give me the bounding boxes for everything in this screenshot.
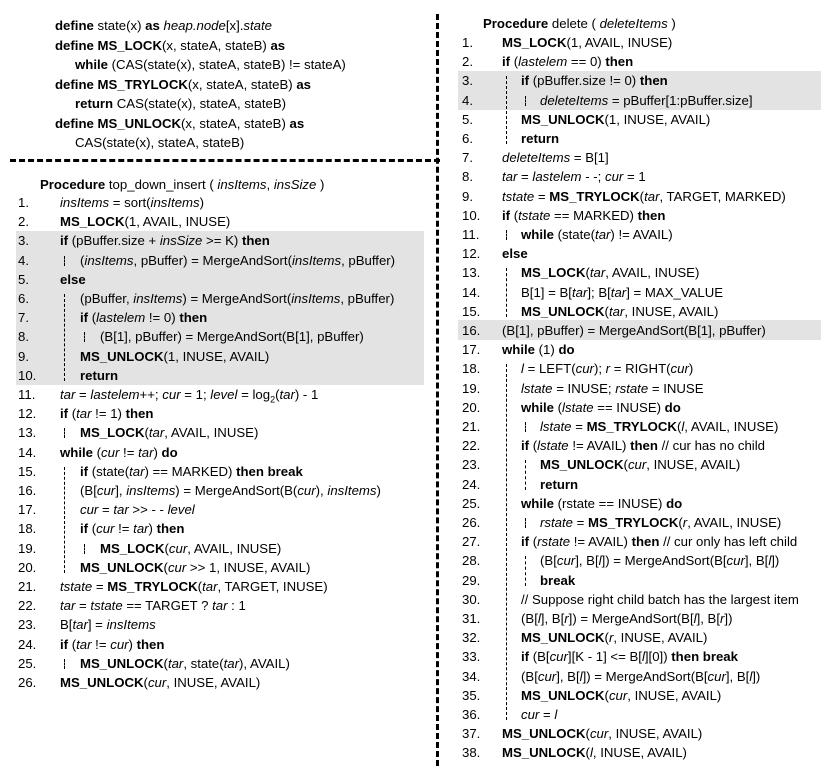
code-line: lstate = INUSE; rstate = INUSE bbox=[521, 380, 704, 396]
line-number: 3. bbox=[462, 73, 473, 89]
line-number: 25. bbox=[18, 655, 37, 671]
indent-guide bbox=[525, 460, 526, 489]
code-line: else bbox=[502, 246, 528, 262]
code-line: if (tstate == MARKED) then bbox=[502, 207, 666, 223]
code-line: if (lastelem != 0) then bbox=[80, 310, 208, 326]
line-number: 25. bbox=[462, 495, 481, 511]
line-number: 14. bbox=[18, 444, 37, 460]
code-line: while (1) do bbox=[502, 342, 575, 358]
code-line: MS_UNLOCK(cur, INUSE, AVAIL) bbox=[540, 457, 741, 473]
line-number: 23. bbox=[462, 457, 481, 473]
code-line: if (state(tar) == MARKED) then break bbox=[80, 463, 303, 479]
code-line: MS_UNLOCK(cur >> 1, INUSE, AVAIL) bbox=[80, 559, 311, 575]
indent-guide bbox=[64, 467, 65, 573]
line-number: 31. bbox=[462, 611, 481, 626]
indent-guide bbox=[506, 76, 507, 144]
code-line: l = LEFT(cur); r = RIGHT(cur) bbox=[521, 361, 694, 377]
line-number: 26. bbox=[462, 515, 481, 530]
code-line: if (rstate != AVAIL) then // cur only has left child bbox=[521, 534, 798, 550]
line-number: 12. bbox=[462, 246, 481, 262]
code-line: MS_UNLOCK(r, INUSE, AVAIL) bbox=[521, 630, 708, 646]
line-number: 5. bbox=[462, 111, 473, 127]
line-number: 8. bbox=[462, 169, 473, 185]
code-line: while (rstate == INUSE) do bbox=[521, 495, 683, 511]
definition-line: define MS_LOCK(x, stateA, stateB) as bbox=[55, 37, 286, 53]
line-number: 38. bbox=[462, 745, 481, 761]
line-number: 6. bbox=[462, 131, 473, 146]
code-line: return bbox=[540, 476, 579, 492]
code-line: (B[cur], B[l]) = MergeAndSort(B[cur], B[l]) bbox=[521, 668, 761, 684]
code-line: MS_LOCK(1, AVAIL, INUSE) bbox=[502, 35, 673, 50]
line-number: 18. bbox=[18, 521, 37, 537]
definition-line: define MS_UNLOCK(x, stateA, stateB) as bbox=[55, 115, 305, 131]
line-number: 16. bbox=[462, 323, 481, 338]
line-number: 11. bbox=[18, 387, 36, 402]
code-line: MS_UNLOCK(1, INUSE, AVAIL) bbox=[80, 348, 270, 364]
indent-guide bbox=[84, 544, 85, 554]
code-line: while (lstate == INUSE) do bbox=[521, 399, 681, 415]
code-line: tstate = MS_TRYLOCK(tar, TARGET, INUSE) bbox=[60, 579, 328, 594]
indent-guide bbox=[64, 256, 65, 266]
indent-guide bbox=[506, 268, 507, 316]
line-number: 20. bbox=[462, 399, 481, 415]
line-number: 37. bbox=[462, 726, 481, 742]
line-number: 10. bbox=[462, 207, 481, 223]
line-number: 13. bbox=[462, 265, 481, 281]
line-number: 29. bbox=[462, 572, 481, 588]
definition-line: return CAS(state(x), stateA, stateB) bbox=[75, 96, 287, 111]
line-number: 2. bbox=[18, 214, 29, 230]
indent-guide bbox=[525, 96, 526, 106]
line-number: 9. bbox=[18, 348, 29, 364]
line-number: 2. bbox=[462, 54, 473, 70]
indent-guide bbox=[84, 332, 85, 342]
line-number: 22. bbox=[18, 598, 37, 614]
code-line: (insItems, pBuffer) = MergeAndSort(insItems, pBuffer) bbox=[80, 252, 396, 268]
line-number: 24. bbox=[462, 476, 481, 492]
line-number: 1. bbox=[18, 195, 29, 210]
line-number: 20. bbox=[18, 559, 37, 575]
indent-guide bbox=[506, 230, 507, 240]
code-line: insItems = sort(insItems) bbox=[60, 195, 205, 210]
procedure-title: Procedure top_down_insert ( insItems, insSize ) bbox=[40, 177, 325, 192]
line-number: 8. bbox=[18, 329, 29, 345]
indent-guide bbox=[64, 294, 65, 381]
line-number: 6. bbox=[18, 291, 29, 306]
code-line: B[tar] = insItems bbox=[60, 617, 156, 633]
line-number: 23. bbox=[18, 617, 37, 633]
indent-guide bbox=[525, 556, 526, 585]
code-line: tar = lastelem++; cur = 1; level = $\log_2(tar) - 1$ bbox=[60, 387, 319, 405]
procedure-title: Procedure delete ( deleteItems ) bbox=[483, 16, 676, 31]
line-number: 14. bbox=[462, 284, 481, 300]
definition-line: define state(x) as heap.node[x].state bbox=[55, 18, 273, 33]
line-number: 16. bbox=[18, 483, 37, 498]
vertical-divider bbox=[436, 14, 439, 766]
code-line: if (lastelem == 0) then bbox=[502, 54, 634, 70]
line-number: 18. bbox=[462, 361, 481, 377]
line-number: 26. bbox=[18, 675, 37, 690]
line-number: 3. bbox=[18, 233, 29, 249]
code-line: cur = tar >> - - level bbox=[80, 502, 195, 518]
line-number: 30. bbox=[462, 591, 481, 607]
line-number: 22. bbox=[462, 438, 481, 454]
line-number: 13. bbox=[18, 425, 37, 441]
line-number: 5. bbox=[18, 271, 29, 287]
code-line: cur = l bbox=[521, 707, 558, 722]
code-line: tar = tstate == TARGET ? tar : 1 bbox=[60, 598, 246, 614]
code-line: else bbox=[60, 271, 86, 287]
line-number: 4. bbox=[18, 252, 29, 268]
code-line: deleteItems = B[1] bbox=[502, 150, 609, 166]
code-line: MS_LOCK(cur, AVAIL, INUSE) bbox=[100, 540, 282, 556]
code-line: return bbox=[521, 131, 560, 146]
line-number: 35. bbox=[462, 687, 481, 703]
line-number: 28. bbox=[462, 553, 481, 569]
code-line: deleteItems = pBuffer[1:pBuffer.size] bbox=[540, 92, 753, 108]
line-number: 10. bbox=[18, 367, 37, 383]
horizontal-divider bbox=[10, 159, 440, 162]
code-line: MS_UNLOCK(tar, state(tar), AVAIL) bbox=[80, 655, 290, 671]
code-line: (B[1], pBuffer) = MergeAndSort(B[1], pBuffer) bbox=[502, 323, 766, 338]
line-number: 27. bbox=[462, 534, 481, 550]
code-line: MS_UNLOCK(cur, INUSE, AVAIL) bbox=[60, 675, 261, 690]
code-line: return bbox=[80, 367, 119, 383]
line-number: 33. bbox=[462, 649, 481, 665]
code-line: MS_UNLOCK(1, INUSE, AVAIL) bbox=[521, 111, 711, 127]
line-number: 7. bbox=[462, 150, 473, 166]
code-line: (B[cur], insItems) = MergeAndSort(B(cur), insItems) bbox=[80, 483, 381, 498]
code-line: tstate = MS_TRYLOCK(tar, TARGET, MARKED) bbox=[502, 188, 786, 204]
code-line: if (pBuffer.size + insSize >= K) then bbox=[60, 233, 270, 249]
code-line: MS_LOCK(tar, AVAIL, INUSE) bbox=[521, 265, 700, 281]
line-number: 36. bbox=[462, 707, 481, 722]
code-line: if (pBuffer.size != 0) then bbox=[521, 73, 668, 89]
line-number: 4. bbox=[462, 92, 473, 108]
line-number: 19. bbox=[462, 380, 481, 396]
code-line: if (B[cur][K - 1] <= B[l][0]) then break bbox=[521, 649, 738, 665]
line-number: 12. bbox=[18, 406, 37, 422]
definition-line: CAS(state(x), stateA, stateB) bbox=[75, 135, 245, 150]
indent-guide bbox=[525, 518, 526, 528]
code-line: break bbox=[540, 572, 576, 588]
line-number: 21. bbox=[462, 419, 481, 434]
indent-guide bbox=[506, 364, 507, 720]
code-line: if (tar != cur) then bbox=[60, 636, 165, 652]
code-line: if (tar != 1) then bbox=[60, 406, 154, 422]
code-line: MS_LOCK(1, AVAIL, INUSE) bbox=[60, 214, 231, 230]
code-line: MS_UNLOCK(cur, INUSE, AVAIL) bbox=[502, 726, 703, 742]
indent-guide bbox=[64, 428, 65, 438]
code-line: lstate = MS_TRYLOCK(l, AVAIL, INUSE) bbox=[540, 419, 779, 434]
code-line: if (cur != tar) then bbox=[80, 521, 185, 537]
code-line: tar = lastelem - -; cur = 1 bbox=[502, 169, 646, 185]
line-number: 32. bbox=[462, 630, 481, 646]
line-number: 11. bbox=[462, 227, 480, 242]
line-number: 17. bbox=[18, 502, 37, 518]
line-number: 7. bbox=[18, 310, 29, 326]
code-line: (B[1], pBuffer) = MergeAndSort(B[1], pBuffer) bbox=[100, 329, 364, 345]
line-number: 17. bbox=[462, 342, 481, 358]
code-line: MS_LOCK(tar, AVAIL, INUSE) bbox=[80, 425, 259, 441]
definition-line: define MS_TRYLOCK(x, stateA, stateB) as bbox=[55, 76, 312, 92]
code-line: (B[l], B[r]) = MergeAndSort(B[l], B[r]) bbox=[521, 611, 733, 626]
code-line: (pBuffer, insItems) = MergeAndSort(insItems, pBuffer) bbox=[80, 291, 395, 306]
line-number: 21. bbox=[18, 579, 37, 594]
definition-line: while (CAS(state(x), stateA, stateB) != stateA) bbox=[75, 57, 346, 72]
code-line: MS_UNLOCK(l, INUSE, AVAIL) bbox=[502, 745, 687, 761]
line-number: 15. bbox=[18, 463, 37, 479]
line-number: 15. bbox=[462, 303, 481, 319]
line-number: 19. bbox=[18, 540, 37, 556]
indent-guide bbox=[64, 659, 65, 669]
indent-guide bbox=[525, 422, 526, 432]
line-number: 1. bbox=[462, 35, 473, 50]
line-number: 9. bbox=[462, 188, 473, 204]
code-line: // Suppose right child batch has the largest item bbox=[521, 591, 799, 607]
code-line: B[1] = B[tar]; B[tar] = MAX_VALUE bbox=[521, 284, 724, 300]
line-number: 24. bbox=[18, 636, 37, 652]
code-line: while (state(tar) != AVAIL) bbox=[521, 227, 673, 242]
line-number: 34. bbox=[462, 668, 481, 684]
code-line: while (cur != tar) do bbox=[60, 444, 178, 460]
code-line: rstate = MS_TRYLOCK(r, AVAIL, INUSE) bbox=[540, 515, 782, 530]
code-line: MS_UNLOCK(cur, INUSE, AVAIL) bbox=[521, 687, 722, 703]
code-line: if (lstate != AVAIL) then // cur has no child bbox=[521, 438, 765, 454]
code-line: (B[cur], B[l]) = MergeAndSort(B[cur], B[l]) bbox=[540, 553, 780, 569]
code-line: MS_UNLOCK(tar, INUSE, AVAIL) bbox=[521, 303, 719, 319]
